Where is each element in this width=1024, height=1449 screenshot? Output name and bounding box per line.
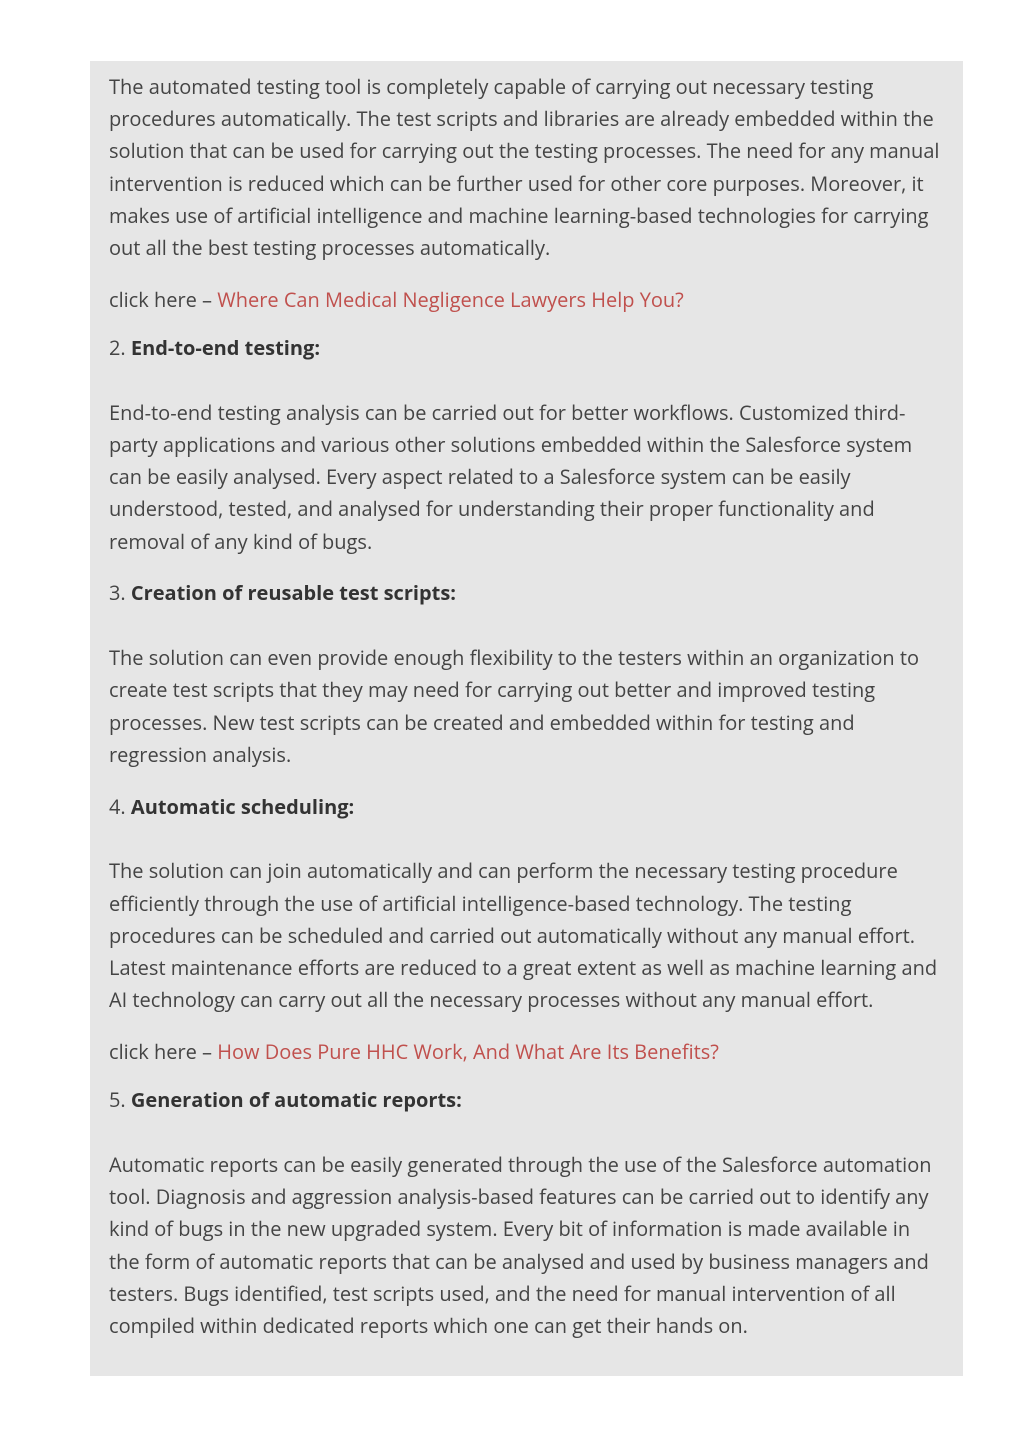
intro-paragraph: The automated testing tool is completely capable of carrying out necessary testing procedures automatically. The test scripts and libraries are already embedded within the solution that can be used for carrying out the testing processes. The need for any manual intervention is reduced which can be further used for other core purposes. Moreover, it makes use of artificial intelligence and machine learning-based technologies for carrying out all the best testing processes automatically. — [109, 73, 940, 262]
list-heading-title: Automatic scheduling: — [130, 792, 355, 820]
list-heading-title: Creation of reusable test scripts: — [130, 579, 457, 607]
end-to-end-paragraph: End-to-end testing analysis can be carried out for better workflows. Customized third-party applications and various other solutions embedded within the Salesforce system can be easily analysed. Every aspect related to a Salesforce system can be easily understood, tested, and analysed for understanding their proper functionality and removal of any kind of bugs. — [109, 398, 913, 555]
link-prefix: click here – — [109, 285, 218, 313]
link-prefix: click here – — [109, 1038, 218, 1066]
list-heading-title: End-to-end testing: — [130, 334, 321, 362]
list-heading-automatic-reports — [109, 1084, 944, 1116]
list-heading-title: Generation of automatic reports: — [130, 1086, 462, 1114]
pure-hhc-link[interactable]: How Does Pure HHC Work, And What Are Its Benefits? — [217, 1038, 719, 1066]
article-body — [90, 61, 963, 1376]
list-number: 3. — [109, 579, 126, 607]
automatic-reports-paragraph: Automatic reports can be easily generated through the use of the Salesforce automation tool. Diagnosis and aggression analysis-based features can be carried out to identify any kind of bugs in the new upgraded system. Every bit of information is made available in the form of automatic reports that can be analysed and used by business managers and testers. Bugs identified, test scripts used, and the need for manual intervention of all compiled within dedicated reports which one can get their hands on. — [109, 1151, 932, 1340]
list-number: 4. — [109, 792, 126, 820]
related-link-paragraph — [109, 284, 944, 316]
automatic-scheduling-paragraph: The solution can join automatically and can perform the necessary testing procedure efficiently through the use of artificial intelligence-based technology. The testing procedures can be scheduled and carried out automatically without any manual effort. Latest maintenance efforts are reduced to a great extent as well as machine learning and AI technology can carry out all the necessary processes without any manual effort. — [109, 857, 938, 1014]
medical-negligence-link[interactable]: Where Can Medical Negligence Lawyers Help You? — [217, 285, 684, 313]
list-number: 5. — [109, 1086, 126, 1114]
list-heading-automatic-scheduling — [109, 791, 944, 823]
list-heading-end-to-end — [109, 332, 944, 364]
list-number: 2. — [109, 334, 126, 362]
related-link-paragraph — [109, 1036, 944, 1068]
list-heading-reusable-scripts — [109, 577, 944, 609]
reusable-scripts-paragraph: The solution can even provide enough flexibility to the testers within an organization to create test scripts that they may need for carrying out better and improved testing processes. New test scripts can be created and embedded within for testing and regression analysis. — [109, 644, 919, 768]
